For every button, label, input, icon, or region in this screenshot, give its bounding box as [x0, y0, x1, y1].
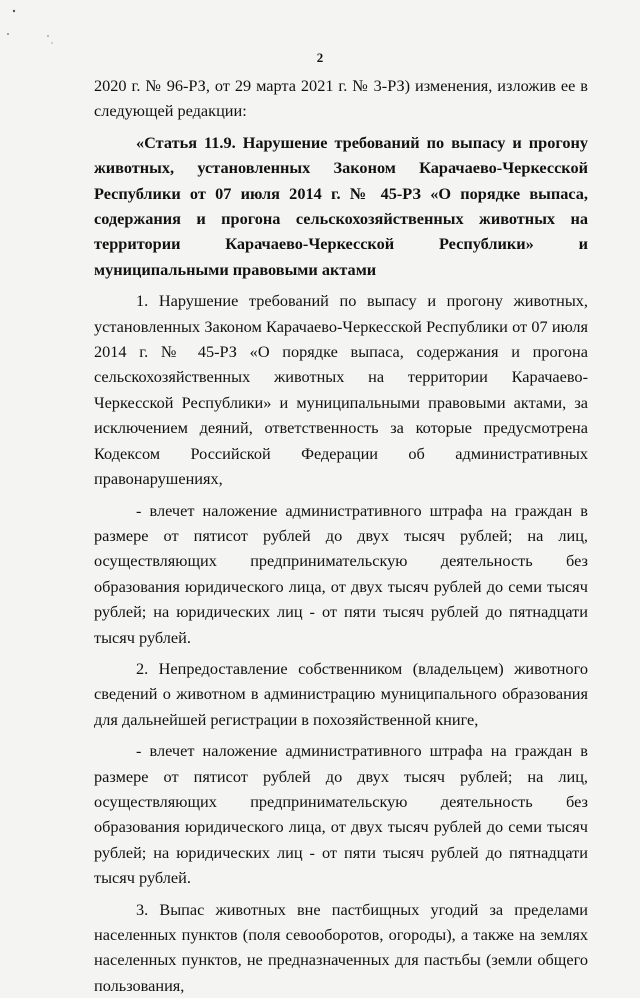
- page-number: 2: [316, 50, 324, 65]
- paragraph-penalty-2: - влечет наложение административного штрафа на граждан в размере от пятисот рублей до двух тысяч рублей; на лиц, осуществляющих предпринимательскую деятельность без образования юридического лица, от двух тысяч рублей до семи тысяч рублей; на юридических лиц - от пяти тысяч рублей до пятнадцати тысяч рублей.: [94, 741, 588, 888]
- article-heading: «Статья 11.9. Нарушение требований по выпасу и прогону животных, установленных Законом Карачаево-Черкесской Республики от 07 июля 2014 г. № 45-РЗ «О порядке выпаса, содержания и прогона сельскохозяйственных животных на территории Карачаево-Черкесской Республики» и муниципальными правовыми актами: [94, 132, 588, 279]
- paragraph-intro: 2020 г. № 96-РЗ, от 29 марта 2021 г. № 3-РЗ) изменения, изложив ее в следующей редакции:: [94, 76, 588, 121]
- paragraph-clause-1: 1. Нарушение требований по выпасу и прогону животных, установленных Законом Карачаево-Черкесской Республики от 07 июля 2014 г. № 45-РЗ «О порядке выпаса, содержания и прогона сельскохозяйственных животных на территории Карачаево-Черкесской Республики» и муниципальными правовыми актами, за исключением деяний, ответственность за которые предусмотрена Кодексом Российской Федерации об административных правонарушениях,: [94, 291, 588, 489]
- paragraph-clause-2: 2. Непредоставление собственником (владельцем) животного сведений о животном в администрацию муниципального образования для дальнейшей регистрации в похозяйственной книге,: [94, 658, 588, 729]
- paragraph-penalty-1: - влечет наложение административного штрафа на граждан в размере от пятисот рублей до двух тысяч рублей; на лиц, осуществляющих предпринимательскую деятельность без образования юридического лица, от двух тысяч рублей до семи тысяч рублей; на юридических лиц - от пяти тысяч рублей до пятнадцати тысяч рублей.: [94, 500, 588, 647]
- paragraph-clause-3: 3. Выпас животных вне пастбищных угодий за пределами населенных пунктов (поля севооборотов, огороды), а также на землях населенных пунктов, не предназначенных для пастьбы (земли общего пользования,: [94, 899, 588, 995]
- document-body: [94, 73, 588, 998]
